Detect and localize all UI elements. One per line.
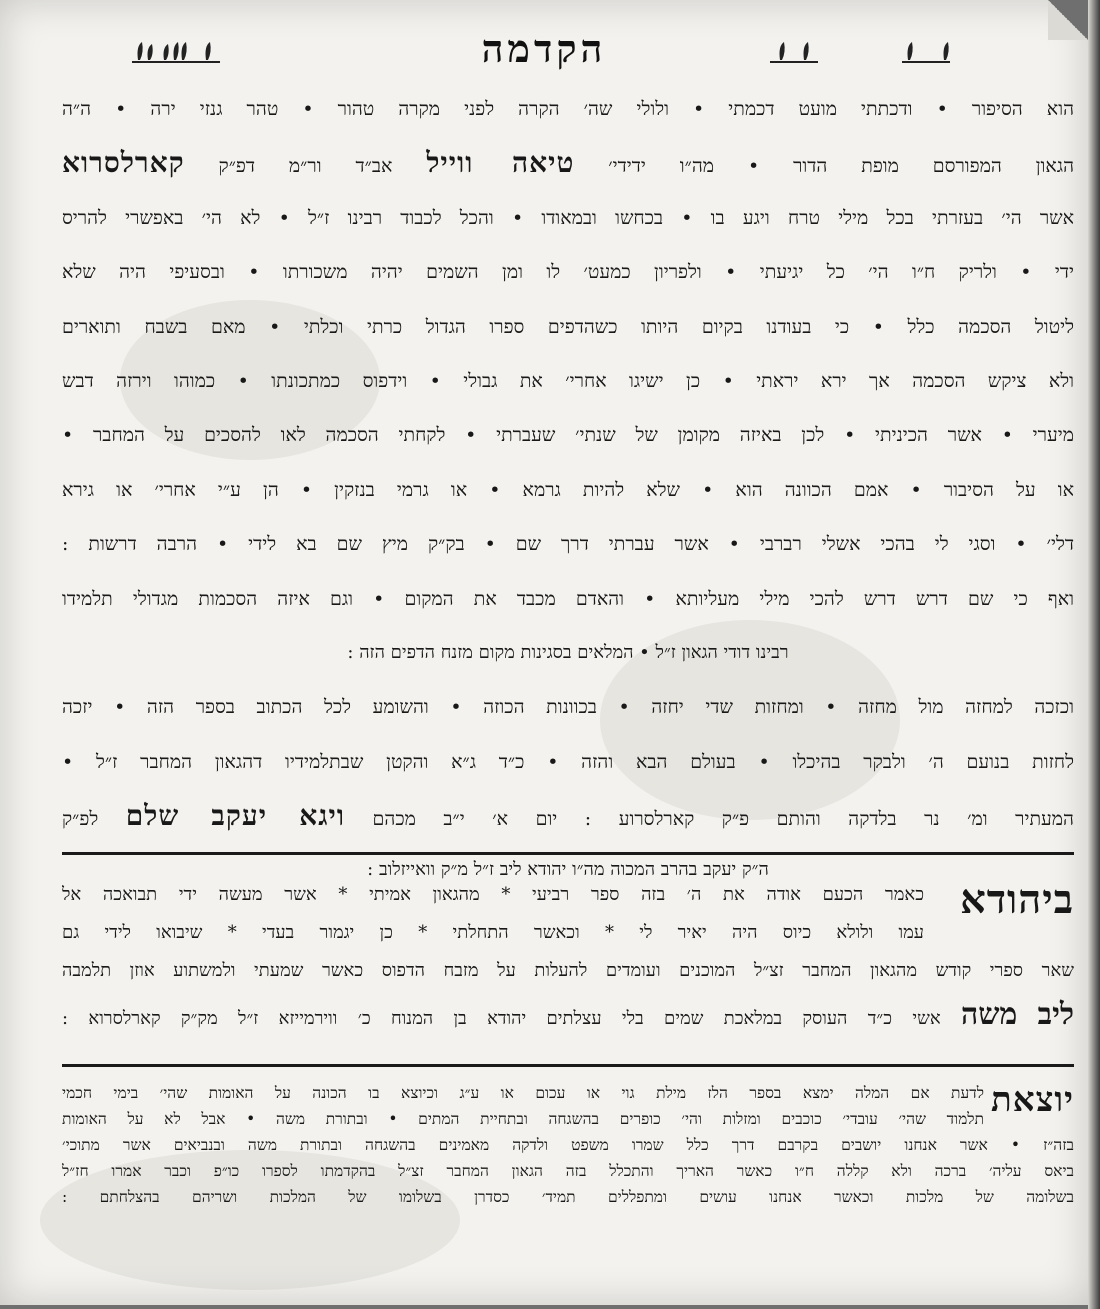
text-line: וכזכה למחזה מול מחזה • ומחזות שדי יחזה • בכוונות הכוזה • והשומע לכל הכתוב בספר הזה • יזכה: [62, 696, 1074, 719]
text-line: מיערי • אשר הכיניתי • לכן באיזה מקומן של שנתי׳ שעברתי • לקחתי הסכמה לאו להסכים על המחבר •: [62, 424, 1074, 447]
bihudah-section: [62, 876, 1074, 1066]
text-line: לחזות בנועם ה׳ ולבקר בהיכלו • בעולם הבא והזה • כ״ד ג״א והקטן שבתלמידיו דהגאון המחבר ז״ל •: [62, 750, 1074, 773]
page-edge: [1088, 0, 1100, 1309]
divider: [62, 852, 1074, 855]
text-line: ולא ציקש הסכמה אך ירא יראתי • כן ישיגו אחרי׳ את גבולי • וידפוס כמתכונתו • כמוהו וירזה דבש: [62, 369, 1074, 392]
text-line: עמו ולולא כיוס היה יאיר לי * וכאשר התחלתי * כן יגמור בעדי * שיבואו לידי גם: [62, 922, 924, 943]
section-text: [62, 876, 1074, 1040]
section-label: יוצאת: [991, 1080, 1074, 1120]
name-weil: טיאה ווייל: [426, 146, 575, 180]
text-line: כאמר הכעם אודה את ה׳ בזה ספר רביעי * מהגאון אמיתי * אשר מעשה ידי תבואכה אל: [62, 884, 924, 905]
signer-name: ויגא יעקב שלם: [125, 799, 346, 833]
section-label: ביהודא: [960, 876, 1074, 923]
city-karlsruhe: קארלסרוא: [62, 146, 185, 180]
text-line: דלי׳ • וסגי לי בהכי אשלי רברבי • אשר עברתי דרך שם • בק״ק מיץ שם בא לידי • הרבה דרשות :: [62, 533, 1074, 556]
text-line: בזה״ז • אשר אנחנו יושבים בקרבם דרך כלל שמרו משפט ולדקה מאמינים בהשגחה ובתורת משה ובנביאים אשר מתוכי׳: [62, 1136, 1074, 1154]
section-text: [62, 1080, 1074, 1210]
text-line: תלמוד שהי׳ עובדי׳ כוכבים ומזלות והי׳ כופרים בהשגחה ובתחיית המתים • ובתורת משה • אבל לא על האומות: [62, 1110, 984, 1128]
divider: [62, 1064, 1074, 1067]
text-line: בשלומה של מלכות וכאשר אנחנו עושים ומתפללים תמיד׳ כסדרן בשלומו של המלכות ושריהם בהצלחתם :: [62, 1188, 1074, 1206]
text-line: או על הסיבור • אמם הכוונה הוא • שלא להיות גרמא • או גרמי בנזקין • הן ע״י אחרי׳ או גירא: [62, 478, 1074, 501]
text-line: [62, 136, 1074, 190]
text-line: אשר הי׳ בעזרתי בכל מילי טרח ויגע בו • בכחשו ובמאודו • והכל לכבוד רבינו ז״ל • לא הי׳ באפשרי להריס: [62, 206, 1074, 229]
text-line-part: הגאון המפורסם מופת הדור • מה״ו ידידי׳: [608, 155, 1074, 178]
text-line: רבינו דודי הגאון ז״ל • המלאים בסגינות מקום מזנח הדפים הזה :: [347, 641, 789, 663]
signer-suffix: לפ״ק: [62, 808, 99, 831]
yotzet-section: [62, 1080, 1074, 1230]
text-line: [62, 789, 1074, 843]
page-title: הקדמה: [481, 26, 607, 71]
page-corner: [1048, 0, 1088, 40]
text-line: לדעת אם המלה ימצא בספר הלז מילת גוי או עכום או ע״ג וכיוצא בו הכונה על האומות שהי׳ בימי חכמי: [62, 1084, 984, 1102]
text-line: שאר ספרי קודש מהגאון המחבר זצ״ל המוכנים ועומדים להעלות על מזבח הדפוס כאשר שמעתי ולמשתוע אוזן תלמבה: [62, 960, 1074, 981]
text-line: ביאס עליה׳ ברכה ולא קללה ח״ו כאשר האריך והתכלל בזה הגאון המחבר זצ״ל בהקדמתו לספרו כו״פ וכבר אמרו חז״ל: [62, 1162, 1074, 1180]
text-line-part: המעתיר ומ׳ נר בלדקה והותם פ״ק קארלסרוע : יום א׳ י״ב מכהם: [372, 808, 1074, 831]
text-line: [62, 990, 1074, 1040]
text-line: ליטול הסכמה כלל • כי בעודנו בקיום היותו כשהדפים ספרו הגדול כרתי וכלתי • מאם בשבח ותוארים: [62, 315, 1074, 338]
text-line-part: אשי כ״ד העוסק במלאכת שמים בלי עצלתים יהודא בן המנוח כ׳ ווירמייזא ז״ל מק״ק קארלסרוא :: [62, 1008, 941, 1029]
text-line: הוא הסיפור • ודכתתי מועט דכמתי • ולולי שה׳ הקרה לפני מקרה טהור • טהר גנזי ירה • ה״ה: [62, 98, 1074, 120]
name-moshe: משה: [961, 997, 1018, 1032]
text-line: ואף כי שם דרש דרש להכי מילי מעליותא • והאדם מכבד את המקום • וגם איזה הסכמות מגדולי תלמידו: [62, 587, 1074, 610]
name-leib: ליב: [1037, 997, 1074, 1032]
text-line: ידי • ולריק ח״ו הי׳ כל יגיעתי • ולפריון כמעט׳ לו ומן השמים יהיה משכורתו • ובסעיפי היה שלא: [62, 261, 1074, 284]
title-karlsruhe: אב״ד ור״מ דפ״ק: [218, 155, 393, 178]
introduction-text: [62, 82, 1074, 898]
text-line: ה״ק יעקב בהרב המכוה מה״ו יהודא ליב ז״ל מ״ק וואייזלוב :: [367, 859, 769, 881]
